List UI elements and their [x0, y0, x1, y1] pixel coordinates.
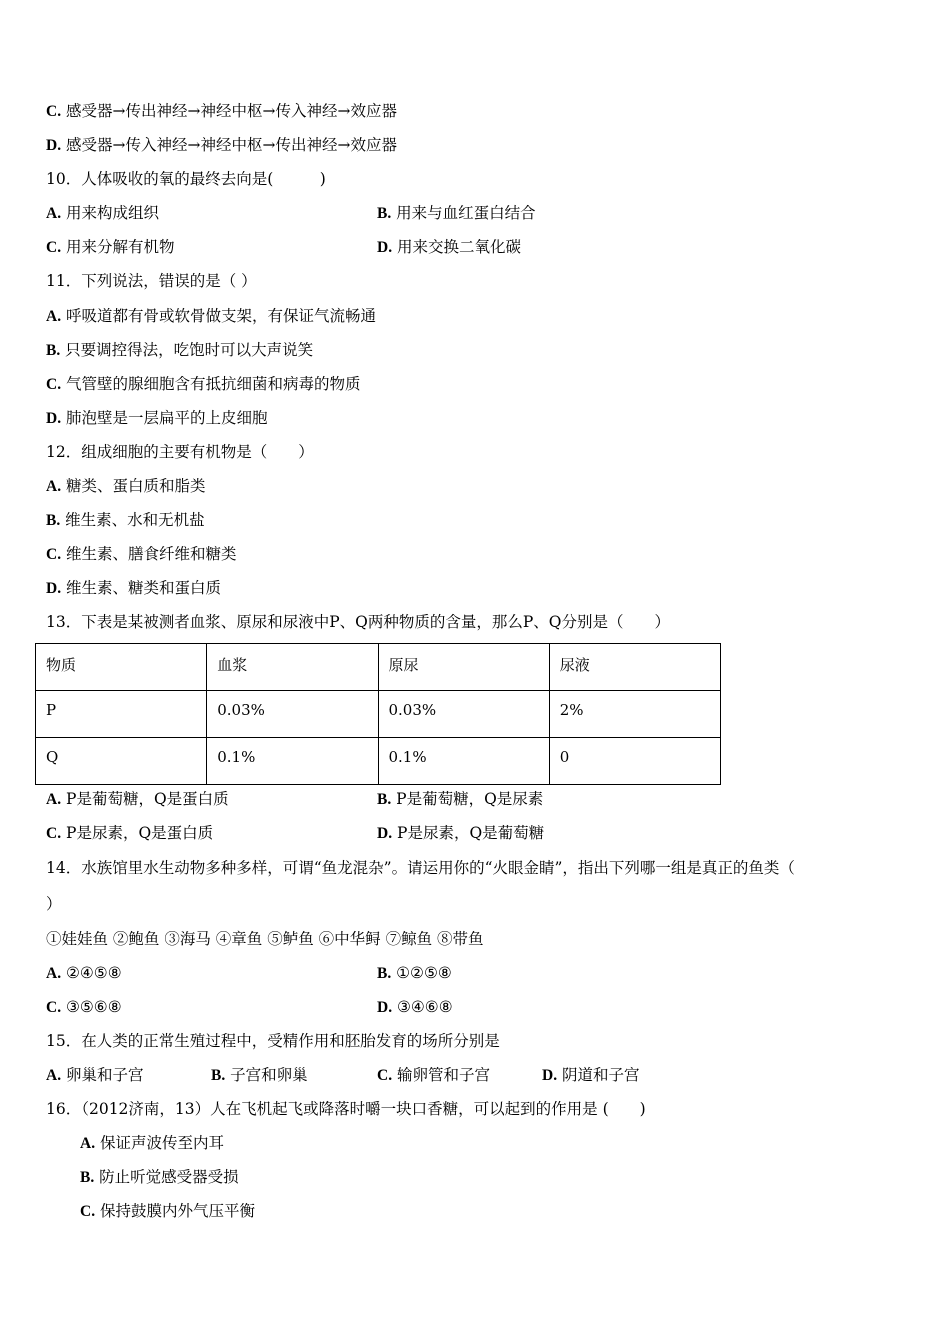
table-cell: 0.03%	[207, 691, 378, 738]
q12-option-d: D. 维生素、糖类和蛋白质	[46, 579, 222, 597]
q10-option-d: D. 用来交换二氧化碳	[377, 238, 522, 256]
table-row	[36, 738, 721, 785]
q14-option-c: C. ③⑤⑥⑧	[46, 998, 122, 1016]
q13-option-d: D. P是尿素，Q是葡萄糖	[377, 824, 545, 842]
table-cell: 0.1%	[207, 738, 378, 785]
q16-option-a: A. 保证声波传至内耳	[80, 1134, 225, 1152]
table-cell: 0.03%	[378, 691, 549, 738]
q15-option-a: A. 卵巢和子宫	[46, 1066, 144, 1084]
table-cell: Q	[36, 738, 207, 785]
table-header-cell: 尿液	[549, 644, 720, 691]
table-header-cell: 物质	[36, 644, 207, 691]
q14-option-a: A. ②④⑤⑧	[46, 964, 122, 982]
q11-option-b: B. 只要调控得法，吃饱时可以大声说笑	[46, 341, 314, 359]
table-cell: P	[36, 691, 207, 738]
q10-option-a: A. 用来构成组织	[46, 204, 160, 222]
q16-option-b: B. 防止听觉感受器受损	[80, 1168, 239, 1186]
q12-stem: 12．组成细胞的主要有机物是（ ）	[46, 443, 314, 461]
q12-option-c: C. 维生素、膳食纤维和糖类	[46, 545, 237, 563]
table-header-cell: 原尿	[378, 644, 549, 691]
q15-stem: 15．在人类的正常生殖过程中，受精作用和胚胎发育的场所分别是	[46, 1032, 500, 1050]
q14-option-b: B. ①②⑤⑧	[377, 964, 452, 982]
q10-stem: 10．人体吸收的氧的最终去向是( )	[46, 170, 326, 188]
q9-option-c: C. 感受器→传出神经→神经中枢→传入神经→效应器	[46, 102, 397, 120]
q10-option-c: C. 用来分解有机物	[46, 238, 175, 256]
q13-option-b: B. P是葡萄糖，Q是尿素	[377, 790, 544, 808]
q9-option-d: D. 感受器→传入神经→神经中枢→传出神经→效应器	[46, 136, 397, 154]
q13-option-a: A. P是葡萄糖，Q是蛋白质	[46, 790, 229, 808]
q11-stem: 11．下列说法，错误的是（ ）	[46, 272, 257, 290]
q11-option-d: D. 肺泡壁是一层扁平的上皮细胞	[46, 409, 268, 427]
q16-stem: 16．（2012济南，13）人在飞机起飞或降落时嚼一块口香糖，可以起到的作用是 ( )	[46, 1100, 646, 1118]
q13-option-c: C. P是尿素，Q是蛋白质	[46, 824, 214, 842]
q15-option-c: C. 输卵管和子宫	[377, 1066, 491, 1084]
q16-option-c: C. 保持鼓膜内外气压平衡	[80, 1202, 256, 1220]
q11-option-c: C. 气管壁的腺细胞含有抵抗细菌和病毒的物质	[46, 375, 361, 393]
table-header-row	[36, 644, 721, 691]
q15-option-d: D. 阴道和子宫	[542, 1066, 640, 1084]
table-header-cell: 血浆	[207, 644, 378, 691]
table-cell: 0.1%	[378, 738, 549, 785]
q12-option-b: B. 维生素、水和无机盐	[46, 511, 205, 529]
table-cell: 0	[549, 738, 720, 785]
q14-stem: 14．水族馆里水生动物多种多样，可谓“鱼龙混杂”。请运用你的“火眼金睛”，指出下列哪一组是真正的鱼类（	[46, 859, 795, 877]
q11-option-a: A. 呼吸道都有骨或软骨做支架，有保证气流畅通	[46, 307, 377, 325]
q14-option-d: D. ③④⑥⑧	[377, 998, 453, 1016]
table-cell: 2%	[549, 691, 720, 738]
q14-stem-cont: ）	[46, 895, 62, 913]
q12-option-a: A. 糖类、蛋白质和脂类	[46, 477, 206, 495]
q14-items: ①娃娃鱼 ②鲍鱼 ③海马 ④章鱼 ⑤鲈鱼 ⑥中华鲟 ⑦鲸鱼 ⑧带鱼	[46, 930, 484, 948]
q13-stem: 13．下表是某被测者血浆、原尿和尿液中P、Q两种物质的含量，那么P、Q分别是（ ）	[46, 613, 670, 631]
q15-option-b: B. 子宫和卵巢	[211, 1066, 308, 1084]
table-row	[36, 691, 721, 738]
q10-option-b: B. 用来与血红蛋白结合	[377, 204, 536, 222]
q13-table	[35, 643, 721, 785]
